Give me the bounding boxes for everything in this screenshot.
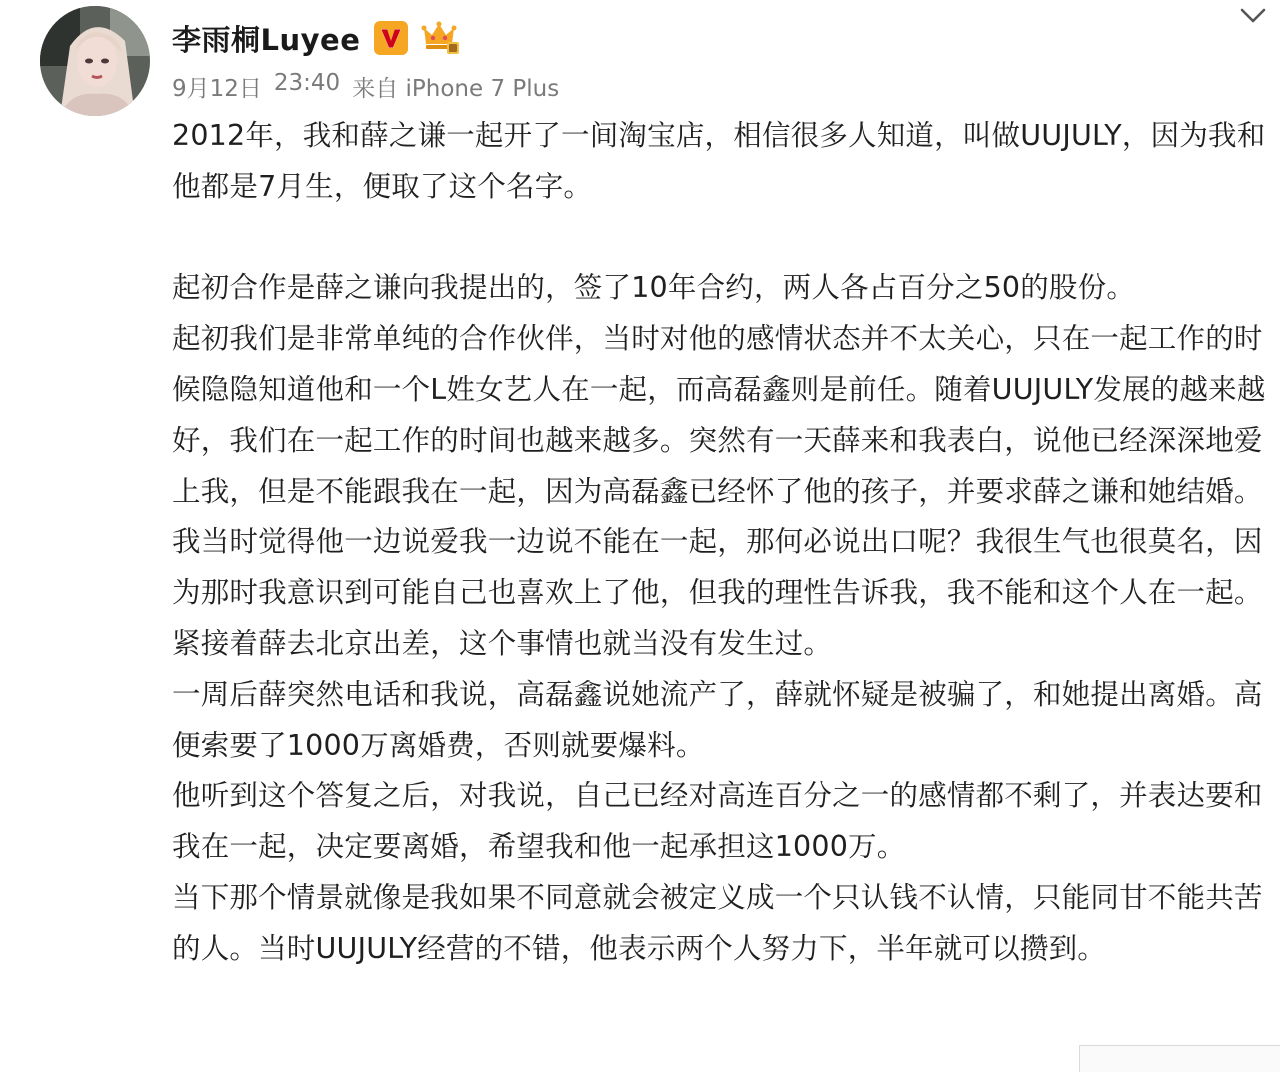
post-content [172,111,1272,975]
post-paragraph: 紧接着薛去北京出差，这个事情也就当没有发生过。 [172,626,833,660]
user-name[interactable]: 李雨桐Luyee [172,22,361,57]
source-device: iPhone 7 Plus [405,76,560,102]
post-paragraph: 2012年，我和薛之谦一起开了一间淘宝店，相信很多人知道，叫做UUJULY，因为我和他都是7月生，便取了这个名字。 [172,119,1266,203]
post-date: 9月12日 [172,76,262,102]
post-time: 23:40 [273,70,341,96]
post-paragraph: 起初我们是非常单纯的合作伙伴，当时对他的感情状态并不太关心，只在一起工作的时候隐隐知道他和一个L姓女艺人在一起，而高磊鑫则是前任。随着UUJULY发展的越来越好，我们在一起工作的时间也越来越多。突然有一天薛来和我表白，说他已经深深地爱上我，但是不能跟我在一起，因为高磊鑫已经怀了他的孩子，并要求薛之谦和她结婚。我当时觉得他一边说爱我一边说不能在一起，那何必说出口呢？我很生气也很莫名，因为那时我意识到可能自己也喜欢上了他，但我的理性告诉我，我不能和这个人在一起。 [172,322,1266,610]
vip-crown-icon[interactable] [420,20,460,56]
post-blank-line [172,213,1272,264]
post-meta [172,70,559,103]
post-source[interactable] [352,70,559,103]
post-paragraph: 他听到这个答复之后，对我说，自己已经对高连百分之一的感情都不剩了，并表达要和我在一起，决定要离婚，希望我和他一起承担这1000万。 [172,779,1263,864]
avatar[interactable] [40,6,150,116]
post-paragraph: 一周后薛突然电话和我说，高磊鑫说她流产了，薛就怀疑是被骗了，和她提出离婚。高便索要了1000万离婚费，否则就要爆料。 [172,677,1263,762]
author-row [172,16,460,60]
source-prefix: 来自 [352,76,399,102]
post-paragraph: 起初合作是薛之谦向我提出的，签了10年合约，两人各占百分之50的股份。 [172,271,1136,305]
post-paragraph: 当下那个情景就像是我如果不同意就会被定义成一个只认钱不认情，只能同甘不能共苦的人。当时UUJULY经营的不错，他表示两个人努力下，半年就可以攒到。 [172,880,1263,965]
verified-v-badge-icon[interactable] [374,21,408,55]
corner-divider [1079,1045,1280,1072]
chevron-down-icon[interactable] [1238,4,1268,28]
avatar-photo [40,6,150,116]
